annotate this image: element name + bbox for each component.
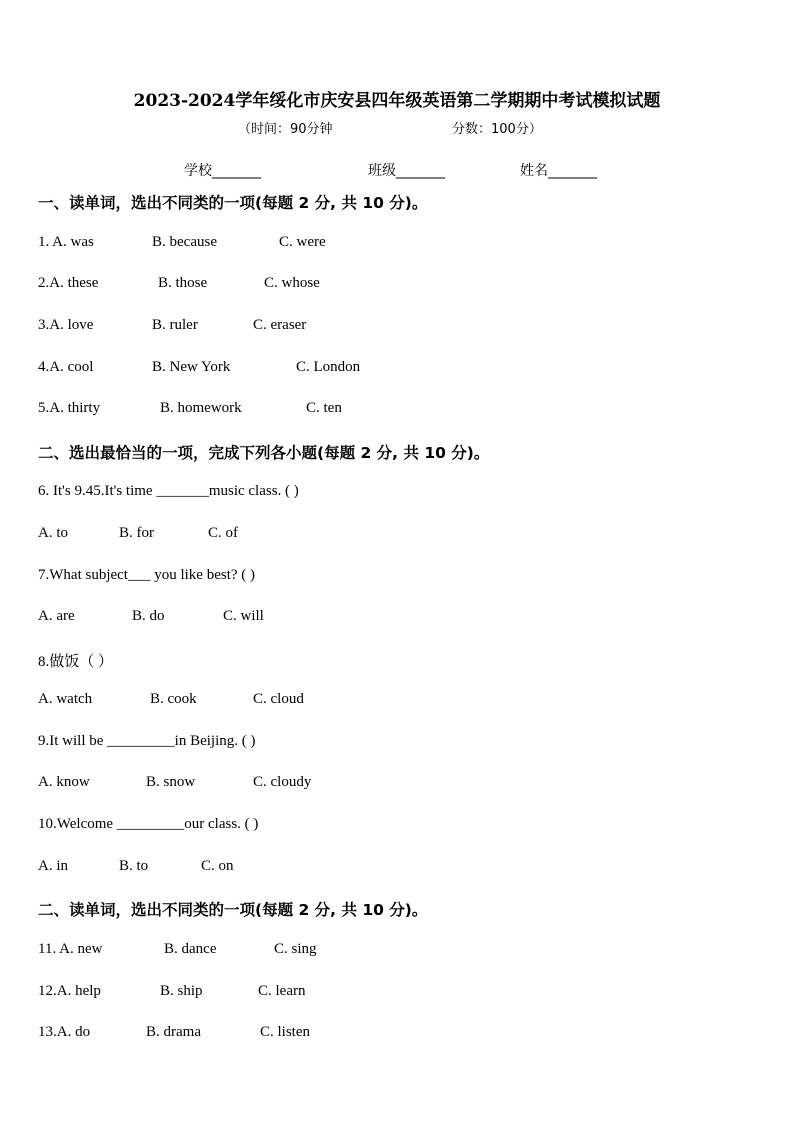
option-c: C. will [223, 608, 264, 624]
section-heading-2: 二、选出最恰当的一项，完成下列各小题(每题 2 分, 共 10 分)。 [38, 444, 490, 462]
school-field: 学校_______ [184, 163, 261, 179]
option-a: 11. A. new [38, 941, 103, 957]
exam-time: （时间：90分钟 [238, 122, 333, 137]
option-c: C. eraser [253, 317, 307, 333]
option-c: C. learn [258, 983, 306, 999]
option-b: B. because [152, 234, 217, 250]
option-c: C. cloud [253, 691, 304, 707]
option-a: A. know [38, 774, 90, 790]
option-b: B. homework [160, 400, 242, 416]
option-c: C. London [296, 359, 361, 375]
option-b: B. those [158, 275, 208, 291]
option-a: 4.A. cool [38, 359, 94, 375]
option-a: 3.A. love [38, 317, 94, 333]
question-6-stem: 6. It's 9.45.It's time _______music class. ( ) [38, 483, 299, 499]
option-c: C. listen [260, 1024, 311, 1040]
page-title: 2023-2024学年绥化市庆安县四年级英语第二学期期中考试模拟试题 [133, 91, 661, 111]
option-b: B. dance [164, 941, 217, 957]
option-a: A. watch [38, 691, 93, 707]
question-9-stem: 9.It will be _________in Beijing. ( ) [38, 733, 256, 749]
exam-score: 分数：100分） [452, 122, 542, 137]
question-8-stem: 8.做饭（ ） [38, 654, 114, 670]
option-a: 5.A. thirty [38, 400, 101, 416]
option-c: C. were [279, 234, 326, 250]
option-b: B. do [132, 608, 165, 624]
option-a: A. in [38, 858, 68, 874]
option-c: C. ten [306, 400, 342, 416]
class-field: 班级_______ [368, 163, 445, 179]
option-b: B. to [119, 858, 149, 874]
question-7-stem: 7.What subject___ you like best? ( ) [38, 567, 256, 583]
option-a: A. are [38, 608, 75, 624]
option-a: A. to [38, 525, 68, 541]
option-a: 13.A. do [38, 1024, 91, 1040]
option-b: B. cook [150, 691, 197, 707]
option-c: C. of [208, 525, 238, 541]
option-c: C. cloudy [253, 774, 312, 790]
option-b: B. ruler [152, 317, 198, 333]
option-b: B. for [119, 525, 154, 541]
option-c: C. on [201, 858, 234, 874]
option-b: B. New York [152, 359, 231, 375]
option-a: 2.A. these [38, 275, 99, 291]
option-c: C. sing [274, 941, 317, 957]
option-a: 1. A. was [38, 234, 94, 250]
option-b: B. ship [160, 983, 203, 999]
option-b: B. snow [146, 774, 196, 790]
name-field: 姓名_______ [520, 163, 597, 179]
option-c: C. whose [264, 275, 320, 291]
section-heading-1: 一、读单词，选出不同类的一项(每题 2 分, 共 10 分)。 [38, 194, 428, 212]
option-b: B. drama [146, 1024, 201, 1040]
question-10-stem: 10.Welcome _________our class. ( ) [38, 816, 259, 832]
option-a: 12.A. help [38, 983, 101, 999]
section-heading-3: 二、读单词，选出不同类的一项(每题 2 分, 共 10 分)。 [38, 901, 428, 919]
